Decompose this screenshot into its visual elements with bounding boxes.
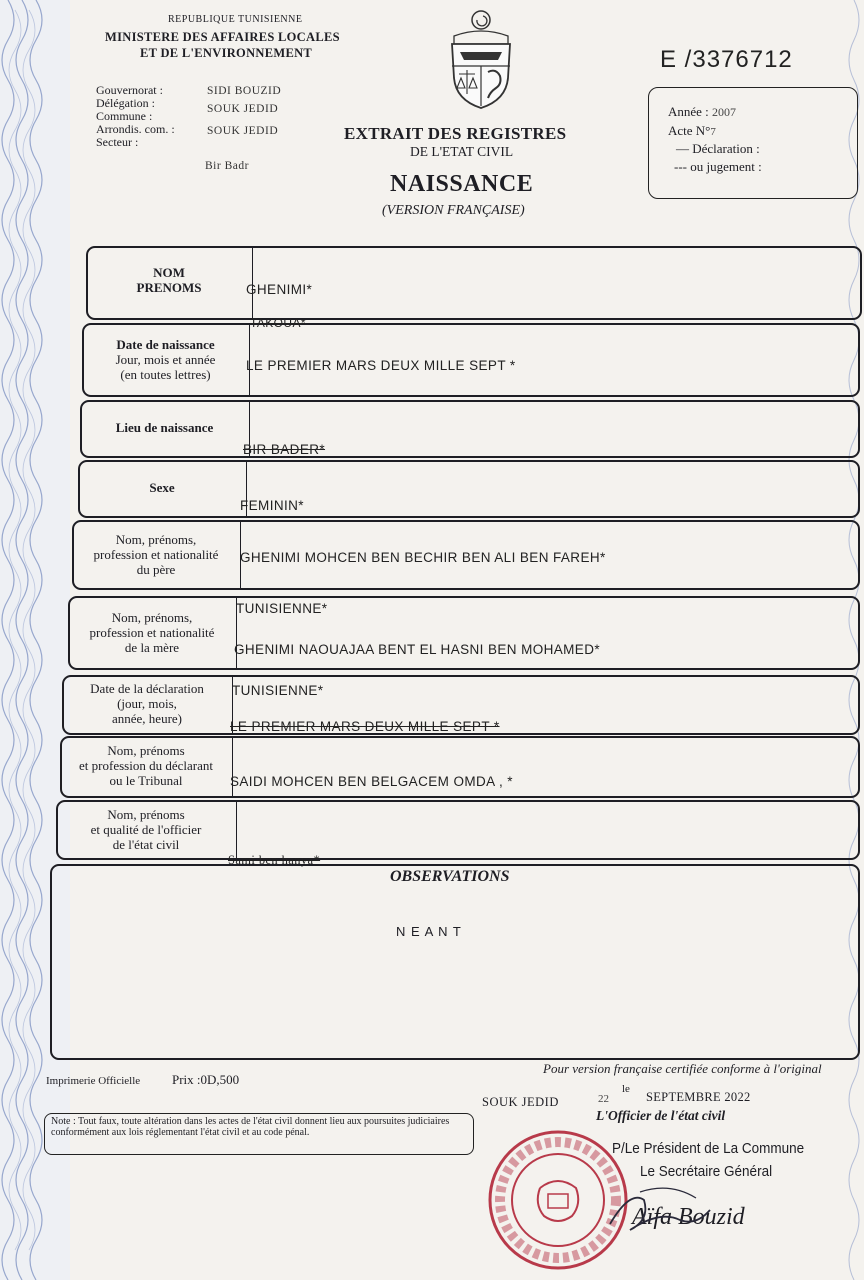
signature-line2: Le Secrétaire Général — [640, 1163, 773, 1180]
title-line2: DE L'ETAT CIVIL — [410, 144, 514, 159]
coat-of-arms-emblem — [444, 8, 518, 112]
place-label: SOUK JEDID — [482, 1095, 559, 1109]
officier-label-1: Nom, prénoms — [107, 806, 185, 822]
delegation-value: SOUK JEDID — [207, 103, 279, 115]
signature-name: Aïfa Bouzid — [632, 1204, 745, 1230]
decl-label-2: (jour, mois, — [117, 695, 177, 711]
acte-value: 7 — [710, 126, 716, 138]
location-labels — [96, 84, 175, 149]
declarant-value: SAIDI MOHCEN BEN BELGACEM OMDA , * — [230, 774, 513, 789]
declaration-date-label — [62, 678, 232, 728]
observations-box — [50, 864, 860, 1060]
date-day: 22 — [598, 1093, 609, 1105]
date-le: le — [622, 1083, 630, 1095]
pere-nationality: TUNISIENNE* — [236, 601, 328, 616]
ministry-line1: MINISTERE DES AFFAIRES LOCALES — [105, 30, 340, 44]
prenom-value: TAKOUA* — [250, 316, 306, 330]
pere-value: GHENIMI MOHCEN BEN BECHIR BEN ALI BEN FAREH* — [240, 550, 606, 565]
title-line1: EXTRAIT DES REGISTRES — [344, 124, 567, 143]
imprimerie-label: Imprimerie Officielle — [46, 1075, 141, 1087]
gouvernorat-label: Gouvernorat : — [96, 83, 163, 97]
acte-label: Acte N° — [668, 123, 711, 138]
declaration-date-value: LE PREMIER MARS DEUX MILLE SEPT * — [230, 719, 500, 734]
mere-label — [68, 604, 236, 660]
handwritten-signature — [600, 1180, 720, 1240]
declarant-label-3: ou le Tribunal — [109, 772, 183, 788]
dob-label-text: Date de naissance — [116, 336, 215, 352]
declarant-label-2: et profession du déclarant — [79, 757, 213, 773]
dob-label-sub2: (en toutes lettres) — [120, 366, 211, 382]
commune-label: Commune : — [96, 109, 153, 123]
dob-label-sub1: Jour, mois et année — [115, 351, 216, 367]
republic-label: REPUBLIQUE TUNISIENNE — [168, 14, 303, 25]
signature-line1: P/Le Président de La Commune — [612, 1140, 805, 1157]
observations-value: N E A N T — [396, 924, 462, 939]
certified-label: Pour version française certifiée conforme à l'original — [543, 1061, 822, 1076]
delegation-label: Délégation : — [96, 96, 155, 110]
pere-label-3: du père — [136, 561, 176, 577]
annee-label: Année : — [668, 104, 709, 119]
title-main: NAISSANCE — [390, 171, 534, 197]
secteur-label: Secteur : — [96, 135, 139, 149]
mere-value: GHENIMI NAOUAJAA BENT EL HASNI BEN MOHAMED* — [234, 642, 601, 657]
title-version: (VERSION FRANÇAISE) — [382, 203, 525, 218]
pere-label-1: Nom, prénoms, — [115, 531, 197, 547]
dob-label — [82, 328, 249, 390]
annee-value: 2007 — [712, 105, 737, 119]
mere-label-3: de la mère — [124, 639, 180, 655]
pere-label-2: profession et nationalité — [93, 546, 219, 562]
mere-nationality: TUNISIENNE* — [232, 683, 324, 698]
nom-value: GHENIMI* — [246, 282, 313, 297]
mere-label-1: Nom, prénoms, — [111, 609, 193, 625]
gouvernorat-value: SIDI BOUZID — [207, 85, 282, 97]
secteur-value: Bir Badr — [205, 160, 249, 172]
serial-number: E /3376712 — [660, 46, 793, 73]
sexe-label: Sexe — [149, 479, 175, 495]
decl-label-3: année, heure) — [111, 710, 182, 726]
security-border-pattern — [0, 0, 70, 1280]
officer-title: L'Officier de l'état civil — [596, 1108, 726, 1123]
declarant-label-1: Nom, prénoms — [107, 742, 185, 758]
officier-label-3: de l'état civil — [112, 836, 180, 852]
jugement-label: --- ou jugement : — [674, 159, 762, 174]
arrondis-label: Arrondis. com. : — [96, 122, 175, 136]
prenoms-label-text: PRENOMS — [136, 280, 202, 295]
col-separator — [236, 800, 237, 858]
officier-label-2: et qualité de l'officier — [90, 821, 202, 837]
legal-note: Note : Tout faux, toute altération dans les actes de l'état civil donnent lieu aux poursuites judiciaires conformément aux lois réglementant l'état civil et au code pénal. — [44, 1113, 474, 1155]
observations-title: OBSERVATIONS — [390, 868, 510, 885]
declarant-label — [60, 740, 232, 790]
declaration-label: — Déclaration : — [676, 141, 760, 156]
acte-row — [668, 123, 716, 139]
mere-label-2: profession et nationalité — [89, 624, 215, 640]
decl-label-1: Date de la déclaration — [90, 680, 204, 696]
commune-value: SOUK JEDID — [207, 125, 279, 137]
sexe-value: FEMININ* — [240, 498, 304, 513]
annee-row — [668, 104, 736, 120]
lieu-label: Lieu de naissance — [115, 419, 214, 435]
ministry-line2: ET DE L'ENVIRONNEMENT — [140, 46, 313, 60]
nom-label — [86, 258, 252, 302]
pere-label — [72, 526, 240, 582]
nom-label-text: NOM — [153, 265, 185, 280]
lieu-value: BIR BADER* — [243, 442, 326, 457]
prix-label: Prix :0D,500 — [172, 1072, 240, 1087]
officier-label — [56, 804, 236, 854]
dob-value: LE PREMIER MARS DEUX MILLE SEPT * — [246, 358, 516, 373]
date-rest: SEPTEMBRE 2022 — [646, 1090, 751, 1104]
officier-value: Sami ben hanya* — [228, 853, 321, 867]
